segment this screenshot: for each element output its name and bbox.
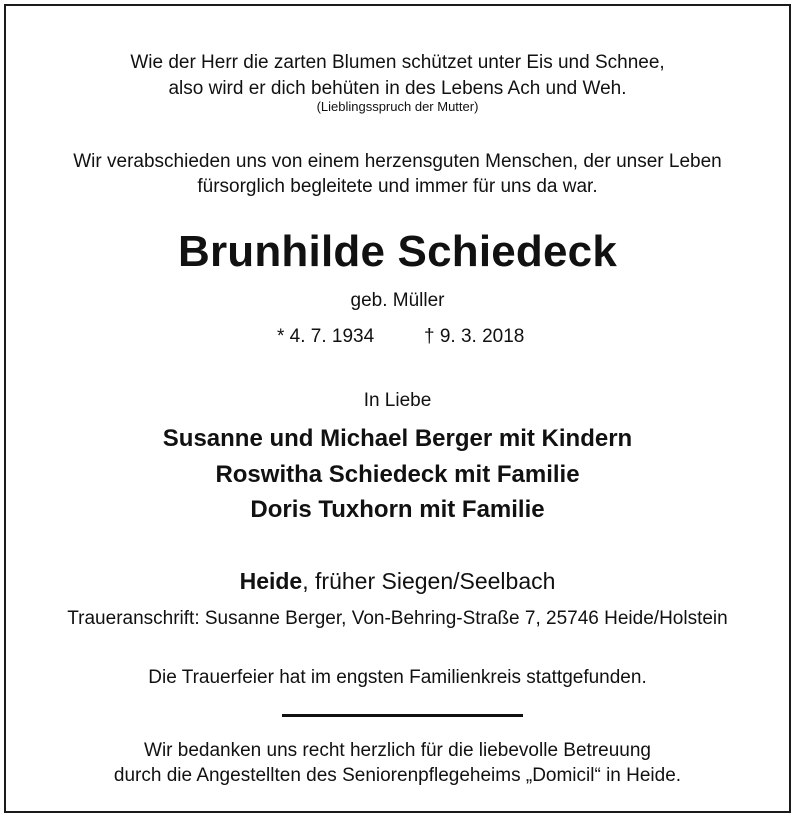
farewell-line-1: Wir verabschieden uns von einem herzensguten Menschen, der unser Leben bbox=[73, 151, 722, 172]
thanks-line-1: Wir bedanken uns recht herzlich für die liebevolle Betreuung bbox=[144, 740, 651, 761]
ceremony-note: Die Trauerfeier hat im engsten Familienkreis stattgefunden. bbox=[148, 667, 647, 688]
mourning-address: Traueranschrift: Susanne Berger, Von-Behring-Straße 7, 25746 Heide/Holstein bbox=[67, 608, 728, 629]
maiden-name: geb. Müller bbox=[350, 290, 445, 311]
deceased-name: Brunhilde Schiedeck bbox=[177, 227, 618, 276]
verse-source: (Lieblingsspruch der Mutter) bbox=[316, 99, 479, 114]
location-place: Heide bbox=[239, 568, 303, 594]
location-former: , früher Siegen/Seelbach bbox=[302, 568, 556, 594]
obituary-notice bbox=[4, 4, 791, 813]
farewell-line-2: fürsorglich begleitete und immer für uns da war. bbox=[197, 176, 598, 197]
death-date: † 9. 3. 2018 bbox=[424, 326, 525, 347]
mourner-family-3: Doris Tuxhorn mit Familie bbox=[250, 496, 545, 523]
location-line bbox=[6, 570, 789, 593]
divider-rule bbox=[282, 714, 523, 717]
mourner-family-1: Susanne und Michael Berger mit Kindern bbox=[162, 425, 633, 452]
verse-line-2: also wird er dich behüten in des Lebens Ach und Weh. bbox=[168, 78, 627, 99]
mourner-family-2: Roswitha Schiedeck mit Familie bbox=[215, 461, 580, 488]
thanks-line-2: durch die Angestellten des Seniorenpflegeheims „Domicil“ in Heide. bbox=[113, 765, 682, 786]
verse-line-1: Wie der Herr die zarten Blumen schützet unter Eis und Schnee, bbox=[130, 52, 665, 73]
mourners-intro: In Liebe bbox=[363, 390, 432, 411]
birth-date: * 4. 7. 1934 bbox=[277, 326, 375, 347]
